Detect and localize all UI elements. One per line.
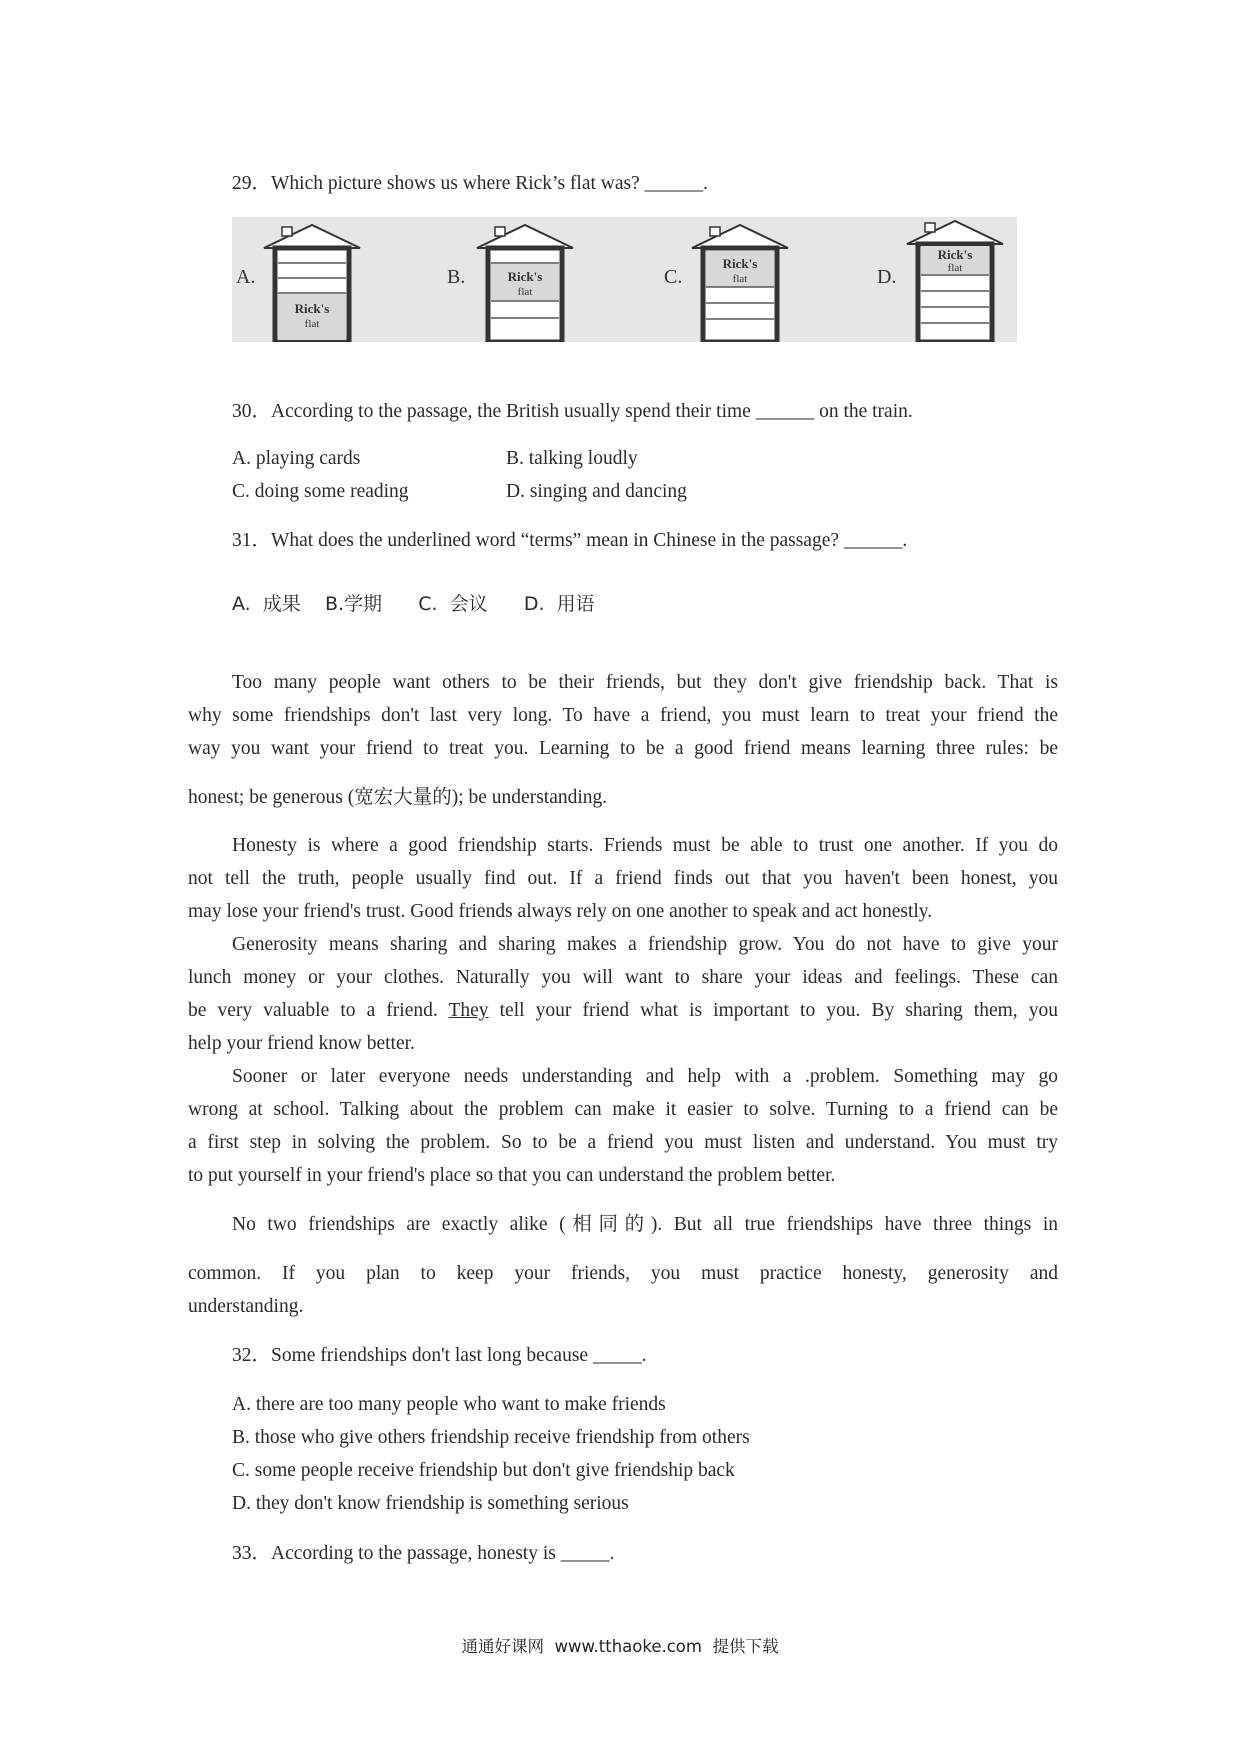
- building-a: [264, 225, 360, 342]
- passage-p4-line3: a first step in solving the problem. So to be a friend you must listen and understand. You must try: [188, 1132, 1058, 1153]
- passage-p3-line2: lunch money or your clothes. Naturally you will want to share your ideas and feelings. These can: [188, 967, 1058, 988]
- passage-p1-line3: way you want your friend to treat you. Learning to be a good friend means learning three rules: be: [188, 738, 1058, 759]
- q29-question: 29．Which picture shows us where Rick’s flat was? ______.: [232, 173, 709, 194]
- q30-question: 30．According to the passage, the British usually spend their time ______ on the train.: [232, 401, 913, 422]
- passage-p1-line1: Too many people want others to be their friends, but they don't give friendship back. That is: [232, 672, 1058, 693]
- q32-option-d: D. they don't know friendship is something serious: [232, 1493, 629, 1514]
- q31-options: A. 成果 B.学期 C. 会议 D. 用语: [232, 593, 595, 615]
- p3-line3-start: be very valuable to a friend.: [188, 1000, 438, 1021]
- q32-option-b: B. those who give others friendship receive friendship from others: [232, 1427, 750, 1448]
- passage-p5-line2: common. If you plan to keep your friends, you must practice honesty, generosity and: [188, 1263, 1058, 1284]
- option-a-label: A.: [236, 266, 256, 288]
- page-footer: 通通好课网 www.tthaoke.com 提供下载: [461, 1637, 779, 1656]
- q33-question: 33．According to the passage, honesty is _____.: [232, 1543, 615, 1564]
- q32-option-a: A. there are too many people who want to make friends: [232, 1394, 666, 1415]
- flat-label-c-2: flat: [732, 273, 748, 285]
- passage-p1-line4: honest; be generous (宽宏大量的); be understanding.: [188, 787, 608, 808]
- passage-p5-line3: understanding.: [188, 1296, 304, 1317]
- q30-option-d: D. singing and dancing: [506, 481, 687, 502]
- flat-pictures: [232, 217, 1017, 342]
- option-d-label: D.: [877, 266, 897, 288]
- flat-label-a-1: Rick's: [294, 301, 330, 316]
- flat-label-c-1: Rick's: [722, 256, 758, 271]
- building-c: [692, 225, 788, 342]
- flat-label-d-2: flat: [947, 262, 963, 274]
- passage-p2-line2: not tell the truth, people usually find out. If a friend finds out that you haven't been honest, you: [188, 868, 1058, 889]
- option-c-label: C.: [664, 266, 683, 288]
- flat-label-b-2: flat: [517, 286, 533, 298]
- building-d: [907, 221, 1003, 342]
- building-illustrations: [232, 217, 1017, 342]
- underlined-word-they: They: [448, 1000, 489, 1021]
- passage-p4-line1: Sooner or later everyone needs understanding and help with a .problem. Something may go: [232, 1066, 1058, 1087]
- passage-p3-line1: Generosity means sharing and sharing makes a friendship grow. You do not have to give your: [232, 934, 1058, 955]
- option-b-label: B.: [447, 266, 466, 288]
- building-b: [477, 225, 573, 342]
- passage-p3-line3: [188, 998, 1058, 1024]
- passage-p2-line3: may lose your friend's trust. Good friends always rely on one another to speak and act honestly.: [188, 901, 933, 922]
- passage-p2-line1: Honesty is where a good friendship starts. Friends must be able to trust one another. If you do: [232, 835, 1058, 856]
- q30-option-a: A. playing cards: [232, 448, 361, 469]
- p3-line3-end: tell your friend what is important to you. By sharing them, you: [499, 1000, 1058, 1021]
- passage-p5-line1: No two friendships are exactly alike (相同的). But all true friendships have three things in: [232, 1214, 1058, 1235]
- passage-p1-line2: why some friendships don't last very long. To have a friend, you must learn to treat your friend the: [188, 705, 1058, 726]
- flat-label-b-1: Rick's: [507, 269, 543, 284]
- passage-p3-line4: help your friend know better.: [188, 1033, 415, 1054]
- q30-option-c: C. doing some reading: [232, 481, 409, 502]
- flat-label-a-2: flat: [304, 318, 320, 330]
- flat-label-d-1: Rick's: [937, 247, 973, 262]
- q32-option-c: C. some people receive friendship but don't give friendship back: [232, 1460, 735, 1481]
- q32-question: 32．Some friendships don't last long because _____.: [232, 1345, 647, 1366]
- q31-question: 31．What does the underlined word “terms” mean in Chinese in the passage? ______.: [232, 530, 908, 551]
- passage-p4-line4: to put yourself in your friend's place so that you can understand the problem better.: [188, 1165, 836, 1186]
- passage-p4-line2: wrong at school. Talking about the problem can make it easier to solve. Turning to a friend can be: [188, 1099, 1058, 1120]
- q30-option-b: B. talking loudly: [506, 448, 638, 469]
